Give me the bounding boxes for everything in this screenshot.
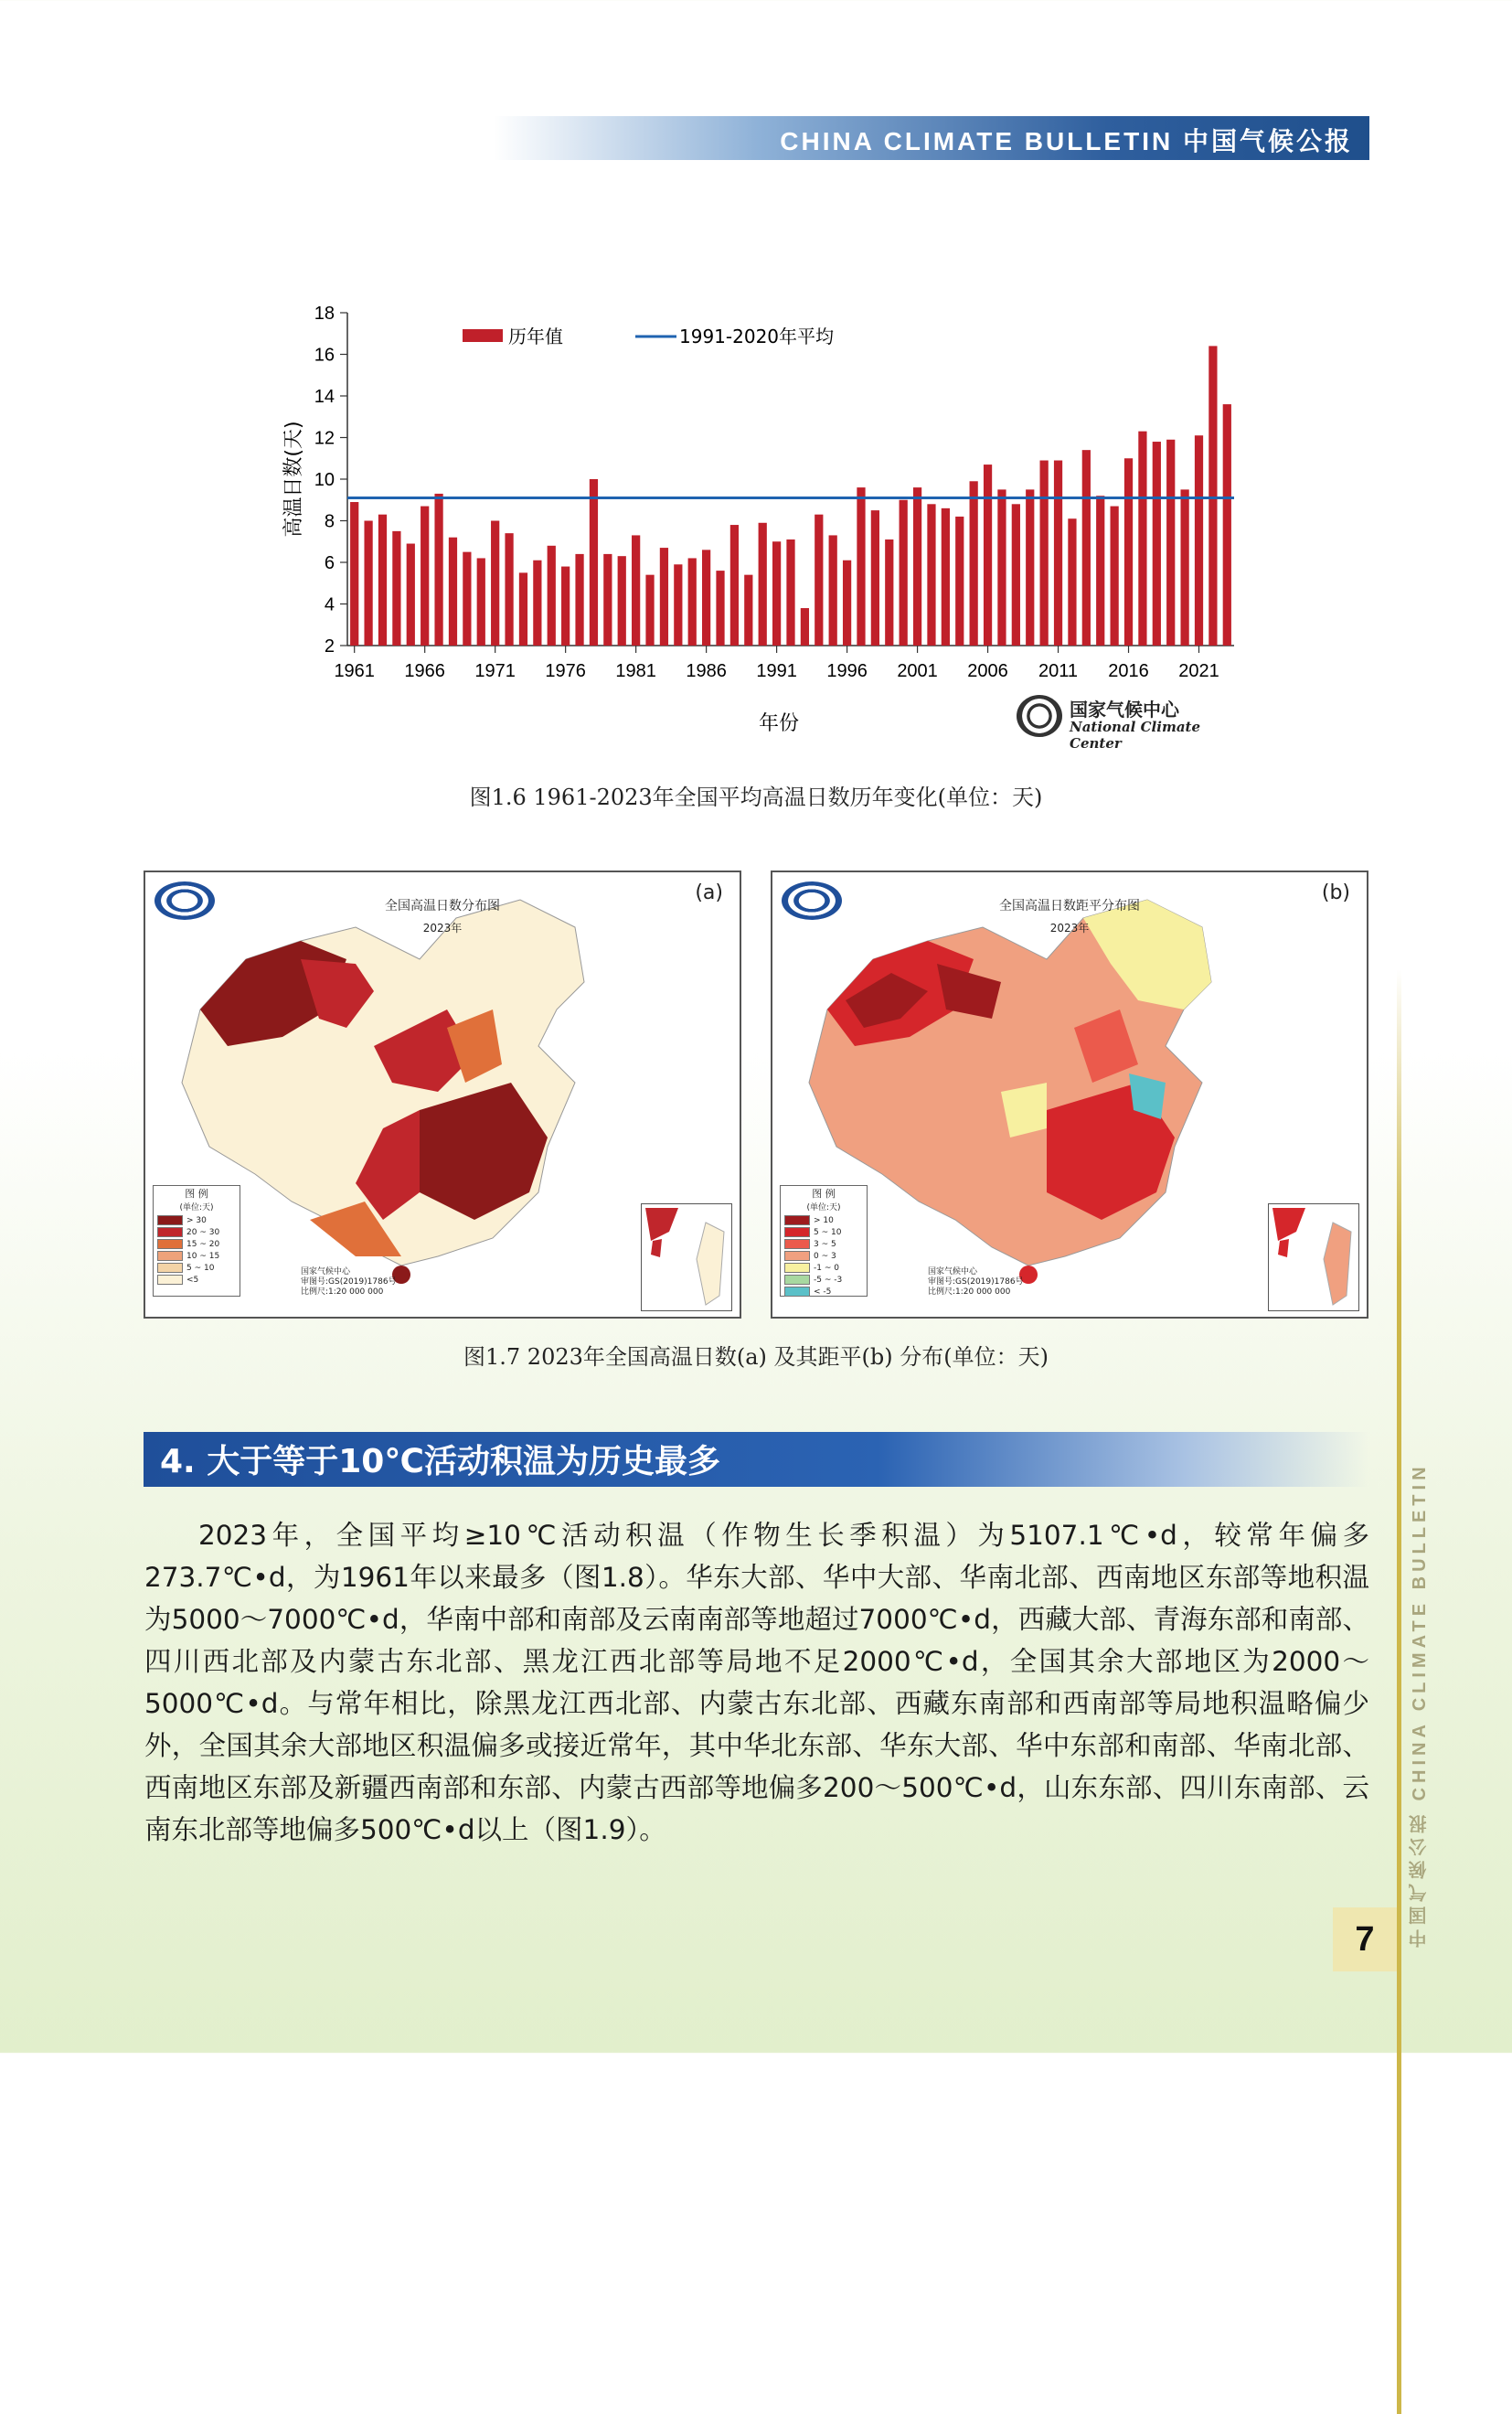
side-rule [1397,969,1401,2414]
bar [364,521,372,646]
bar [1026,489,1034,646]
y-axis-title: 高温日数(天) [282,421,305,538]
map-a-title: 全国高温日数分布图 [385,899,500,913]
bar [1040,461,1049,646]
bar [970,481,978,646]
legend-swatch [784,1215,810,1225]
bar [1096,496,1104,646]
bar [772,541,781,646]
bar [491,521,499,646]
footnote-line: 比例尺:1:20 000 000 [928,1287,1011,1297]
legend-label: 3 ~ 5 [814,1239,836,1249]
bar [885,539,893,646]
legend-item [781,1226,867,1238]
bar [1138,432,1146,646]
bar [801,608,809,646]
ncc-emblem-icon [1017,695,1062,737]
x-tick-label: 1976 [545,661,586,681]
bar [688,558,697,646]
bar [645,575,654,646]
bar [984,465,992,646]
ncc-logo-en: National Climate Center [1070,719,1201,752]
legend-swatch [784,1251,810,1261]
bar [955,517,964,646]
y-tick-label: 16 [314,345,335,366]
map-a-tag: (a) [695,881,723,904]
bar [900,500,908,646]
y-tick-label: 6 [324,553,335,573]
legend-title: 图 例 [185,1188,208,1200]
bar [674,564,682,646]
bar [533,561,541,646]
map-b-title: 全国高温日数距平分布图 [999,899,1140,913]
x-tick-label: 2016 [1108,661,1149,681]
bar [759,523,767,646]
legend-swatch [784,1275,810,1285]
legend-title: 图 例 [812,1188,836,1200]
bar [786,539,794,646]
legend-label: > 30 [186,1215,207,1225]
bar [1166,440,1175,646]
bar [477,558,485,646]
legend-label: 0 ~ 3 [814,1251,836,1261]
bar [590,479,598,646]
bar [378,515,387,646]
bar [350,502,358,646]
legend-label: <5 [186,1275,199,1285]
legend-swatch [157,1275,183,1285]
legend-item [781,1286,867,1298]
bar [449,538,457,646]
footnote-line: 国家气候中心 [928,1267,978,1276]
fig17-caption: 图1.7 2023年全国高温日数(a) 及其距平(b) 分布(单位：天) [463,1344,1049,1370]
bar [1209,346,1217,646]
bar [997,489,1006,646]
y-tick-label: 4 [324,594,335,615]
footnote-line: 审图号:GS(2019)1786号 [301,1277,397,1287]
fig16-caption: 图1.6 1961-2023年全国平均高温日数历年变化(单位：天) [469,785,1043,810]
bar [1223,404,1231,646]
x-tick-label: 2006 [967,661,1008,681]
legend-label: -5 ~ -3 [814,1275,843,1285]
map-a-footnote [301,1267,397,1298]
legend-item [154,1274,240,1286]
map-b-footnote [928,1267,1024,1298]
bar [942,508,950,646]
map-a-year: 2023年 [422,922,463,935]
bar [913,487,921,646]
legend-item [154,1214,240,1226]
legend-label: < -5 [814,1287,832,1297]
bar [702,550,710,646]
x-tick-label: 1986 [686,661,727,681]
map-a-legend [153,1185,240,1297]
bar [716,571,724,646]
legend-swatch [157,1263,183,1273]
bar [829,535,837,646]
y-tick-label: 18 [314,304,335,324]
bar [632,535,640,646]
map-b-legend [780,1185,868,1297]
legend-unit: (单位:天) [179,1203,214,1212]
legend-swatch [784,1239,810,1249]
bar [871,510,879,646]
south-china-sea-inset [1268,1203,1359,1311]
header-title: CHINA CLIMATE BULLETIN 中国气候公报 [780,127,1353,155]
legend-label: 10 ~ 15 [186,1251,220,1261]
bar [1124,458,1133,646]
bar [618,556,626,646]
x-tick-label: 2001 [897,661,938,681]
legend-label-bars: 历年值 [508,326,563,347]
section-heading-bar [144,1432,1368,1487]
bar [575,554,583,646]
bar [1195,435,1203,646]
x-tick-label: 1981 [615,661,656,681]
bar [561,567,570,646]
y-tick-label: 8 [324,511,335,532]
bar [1012,504,1020,646]
legend-label: 15 ~ 20 [186,1239,220,1249]
legend-swatch [157,1215,183,1225]
side-running-title: 中国气候公报 CHINA CLIMATE BULLETIN [1410,1462,1430,1948]
section-paragraph: 2023年，全国平均≥10℃活动积温（作物生长季积温）为5107.1℃•d，较常年偏多273.7℃•d，为1961年以来最多（图1.8）。华东大部、华中大部、华南北部、西南地区东部等地积温为5000～7000℃•d，华南中部和南部及云南南部等地超过7000℃•d，西藏大部、青海东部和南部、四川西北部及内蒙古东北部、黑龙江西北部等局地不足2000℃•d，全国其余大部地区为2000～5000℃•d。与常年相比，除黑龙江西北部、内蒙古东北部、西藏东南部和西南部等局地积温略偏少外，全国其余大部地区积温偏多或接近常年，其中华北东部、华东大部、华中东部和南部、华南北部、西南地区东部及新疆西南部和东部、内蒙古西部等地偏多200～500℃•d，山东东部、四川东南部、云南东北部等地偏多500℃•d以上（图1.9）。 [144,1520,1369,1845]
legend-label: 5 ~ 10 [814,1227,842,1237]
bar [1082,450,1091,646]
bar [407,544,415,646]
bar [1068,518,1076,646]
x-tick-label: 1991 [756,661,797,681]
bar [927,504,935,646]
legend-swatch [784,1227,810,1237]
legend-swatch [784,1287,810,1297]
legend-item [154,1262,240,1274]
x-tick-label: 1966 [404,661,445,681]
bar [548,546,556,646]
x-axis-title: 年份 [758,712,800,735]
legend-item [781,1274,867,1286]
bar [843,561,851,646]
bar [1180,489,1188,646]
footnote-line: 国家气候中心 [301,1267,351,1276]
page-number: 7 [1333,1907,1397,1971]
legend-label-line: 1991-2020年平均 [679,326,835,347]
y-tick-label: 14 [314,387,335,407]
legend-label: 5 ~ 10 [186,1263,215,1273]
legend-item [154,1226,240,1238]
ncc-logo-cn: 国家气候中心 [1070,699,1179,721]
legend-item [154,1238,240,1250]
bar [1153,442,1161,646]
x-tick-label: 2011 [1038,661,1079,681]
legend-label: > 10 [814,1215,834,1225]
x-tick-label: 1961 [334,661,375,681]
x-tick-label: 1996 [826,661,868,681]
bar [434,494,442,646]
legend-swatch [784,1263,810,1273]
header-band [494,116,1369,160]
footnote-line: 审图号:GS(2019)1786号 [928,1277,1024,1287]
legend-swatch-bars [463,329,503,342]
legend-item [781,1250,867,1262]
bar [660,548,668,646]
bar [392,531,400,646]
y-tick-label: 10 [314,470,335,490]
legend-item [154,1250,240,1262]
y-tick-label: 12 [314,428,335,449]
map-panel-b [771,871,1368,1319]
legend-swatch [157,1239,183,1249]
bar [421,507,429,646]
legend-item [781,1262,867,1274]
section-title: 4. 大于等于10℃活动积温为历史最多 [160,1443,720,1480]
bar [1054,461,1062,646]
bar [815,515,823,646]
legend-swatch [157,1227,183,1237]
south-china-sea-inset [641,1203,732,1311]
ncc-logo [1017,695,1254,752]
bar [505,533,513,646]
map-b-tag: (b) [1321,881,1350,904]
legend-item [781,1214,867,1226]
bar [519,572,527,646]
bar [744,575,752,646]
legend-item [781,1238,867,1250]
y-tick-label: 2 [324,636,335,657]
x-tick-label: 2021 [1178,661,1219,681]
map-b-year: 2023年 [1049,922,1090,935]
bar [1111,507,1119,646]
legend-unit: (单位:天) [806,1203,841,1212]
bar [857,487,865,646]
footnote-line: 比例尺:1:20 000 000 [301,1287,384,1297]
bar [730,525,739,646]
legend-label: -1 ~ 0 [814,1263,839,1273]
x-tick-label: 1971 [474,661,516,681]
bar [603,554,612,646]
bar [463,552,471,646]
legend-swatch [157,1251,183,1261]
map-panel-a [144,871,741,1319]
legend-label: 20 ~ 30 [186,1227,220,1237]
